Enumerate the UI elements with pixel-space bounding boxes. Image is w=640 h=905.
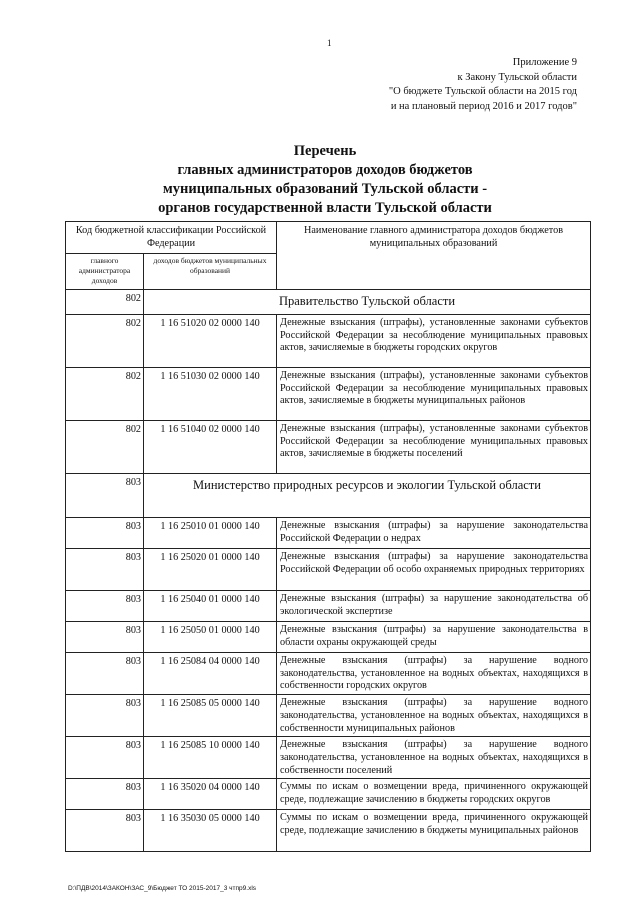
annex-line: "О бюджете Тульской области на 2015 год bbox=[388, 86, 577, 97]
table-row bbox=[66, 315, 591, 368]
administrator-code: 802 bbox=[66, 368, 144, 421]
section-row bbox=[66, 290, 591, 315]
header-income-code: доходов бюджетов муниципальных образований bbox=[144, 254, 277, 290]
income-description: Денежные взыскания (штрафы) за нарушение законодательства в области охраны окружающей среды bbox=[277, 622, 591, 653]
income-code: 1 16 25050 01 0000 140 bbox=[144, 622, 277, 653]
annex-line: и на плановый период 2016 и 2017 годов" bbox=[390, 100, 577, 112]
table-row bbox=[66, 549, 591, 591]
administrator-code: 803 bbox=[66, 518, 144, 549]
administrator-code: 803 bbox=[66, 591, 144, 622]
income-code: 1 16 51020 02 0000 140 bbox=[144, 315, 277, 368]
income-code: 1 16 25084 04 0000 140 bbox=[144, 653, 277, 695]
administrators-table bbox=[65, 221, 591, 852]
income-code: 1 16 25085 10 0000 140 bbox=[144, 737, 277, 779]
income-description: Суммы по искам о возмещении вреда, причиненного окружающей среде, подлежащие зачислению в бюджеты городских округов bbox=[277, 779, 591, 810]
income-code: 1 16 25010 01 0000 140 bbox=[144, 518, 277, 549]
table-row bbox=[66, 518, 591, 549]
header-administrator-code: главного администратора доходов bbox=[66, 254, 144, 290]
header-budget-code: Код бюджетной классификации Российской Федерации bbox=[66, 222, 277, 254]
income-description: Денежные взыскания (штрафы) за нарушение водного законодательства, установленное на водных объектах, находящихся в собственности поселений bbox=[277, 737, 591, 779]
title-line: органов государственной власти Тульской области bbox=[158, 200, 492, 216]
table-row bbox=[66, 810, 591, 852]
section-code: 803 bbox=[66, 474, 144, 518]
income-description: Денежные взыскания (штрафы) за нарушение законодательства Российской Федерации об особо охраняемых природных территориях bbox=[277, 549, 591, 591]
table-row bbox=[66, 695, 591, 737]
income-code: 1 16 25040 01 0000 140 bbox=[144, 591, 277, 622]
administrator-code: 803 bbox=[66, 810, 144, 852]
income-description: Денежные взыскания (штрафы), установленные законами субъектов Российской Федерации за несоблюдение муниципальных правовых актов, зачисляемые в бюджеты муниципальных районов bbox=[277, 368, 591, 421]
annex-line: к Закону Тульской области bbox=[457, 71, 577, 83]
table-header-row bbox=[66, 222, 591, 254]
administrator-code: 802 bbox=[66, 421, 144, 474]
section-code: 802 bbox=[66, 290, 144, 315]
title-line: главных администраторов доходов бюджетов bbox=[177, 162, 473, 178]
administrator-code: 803 bbox=[66, 737, 144, 779]
income-code: 1 16 25020 01 0000 140 bbox=[144, 549, 277, 591]
section-row bbox=[66, 474, 591, 518]
table-row bbox=[66, 779, 591, 810]
annex-header bbox=[317, 56, 577, 114]
administrator-code: 803 bbox=[66, 653, 144, 695]
income-description: Денежные взыскания (штрафы) за нарушение водного законодательства, установленное на водных объектах, находящихся в собственности городских округов bbox=[277, 653, 591, 695]
income-description: Денежные взыскания (штрафы), установленные законами субъектов Российской Федерации за несоблюдение муниципальных правовых актов, зачисляемые в бюджеты городских округов bbox=[277, 315, 591, 368]
table-row bbox=[66, 622, 591, 653]
annex-line: Приложение 9 bbox=[512, 57, 577, 68]
income-description: Денежные взыскания (штрафы) за нарушение законодательства об экологической экспертизе bbox=[277, 591, 591, 622]
title-line: муниципальных образований Тульской области - bbox=[162, 181, 488, 197]
income-code: 1 16 25085 05 0000 140 bbox=[144, 695, 277, 737]
administrator-code: 803 bbox=[66, 779, 144, 810]
table-body bbox=[66, 222, 591, 852]
file-path-footer: D:\ПДВ\2014\ЗАКОН\ЗАС_9\Бюджет ТО 2015-2017_3 чтпр9.xls bbox=[68, 885, 257, 892]
administrator-code: 803 bbox=[66, 695, 144, 737]
income-description: Денежные взыскания (штрафы) за нарушение водного законодательства, установленное на водных объектах, находящихся в собственности муниципальных районов bbox=[277, 695, 591, 737]
table-row bbox=[66, 368, 591, 421]
income-description: Денежные взыскания (штрафы) за нарушение законодательства Российской Федерации о недрах bbox=[277, 518, 591, 549]
table-row bbox=[66, 737, 591, 779]
section-name: Министерство природных ресурсов и экологии Тульской области bbox=[144, 474, 591, 518]
title-line: Перечень bbox=[293, 143, 357, 159]
income-code: 1 16 35020 04 0000 140 bbox=[144, 779, 277, 810]
administrator-code: 802 bbox=[66, 315, 144, 368]
income-code: 1 16 51030 02 0000 140 bbox=[144, 368, 277, 421]
document-title bbox=[60, 142, 590, 218]
income-description: Суммы по искам о возмещении вреда, причиненного окружающей среде, подлежащие зачислению в бюджеты муниципальных районов bbox=[277, 810, 591, 852]
administrator-code: 803 bbox=[66, 622, 144, 653]
header-administrator-name: Наименование главного администратора доходов бюджетов муниципальных образований bbox=[277, 222, 591, 290]
income-code: 1 16 35030 05 0000 140 bbox=[144, 810, 277, 852]
income-description: Денежные взыскания (штрафы), установленные законами субъектов Российской Федерации за несоблюдение муниципальных правовых актов, зачисляемые в бюджеты поселений bbox=[277, 421, 591, 474]
table-row bbox=[66, 591, 591, 622]
table-row bbox=[66, 421, 591, 474]
page-number: 1 bbox=[327, 38, 332, 48]
administrator-code: 803 bbox=[66, 549, 144, 591]
section-name: Правительство Тульской области bbox=[144, 290, 591, 315]
income-code: 1 16 51040 02 0000 140 bbox=[144, 421, 277, 474]
table-row bbox=[66, 653, 591, 695]
